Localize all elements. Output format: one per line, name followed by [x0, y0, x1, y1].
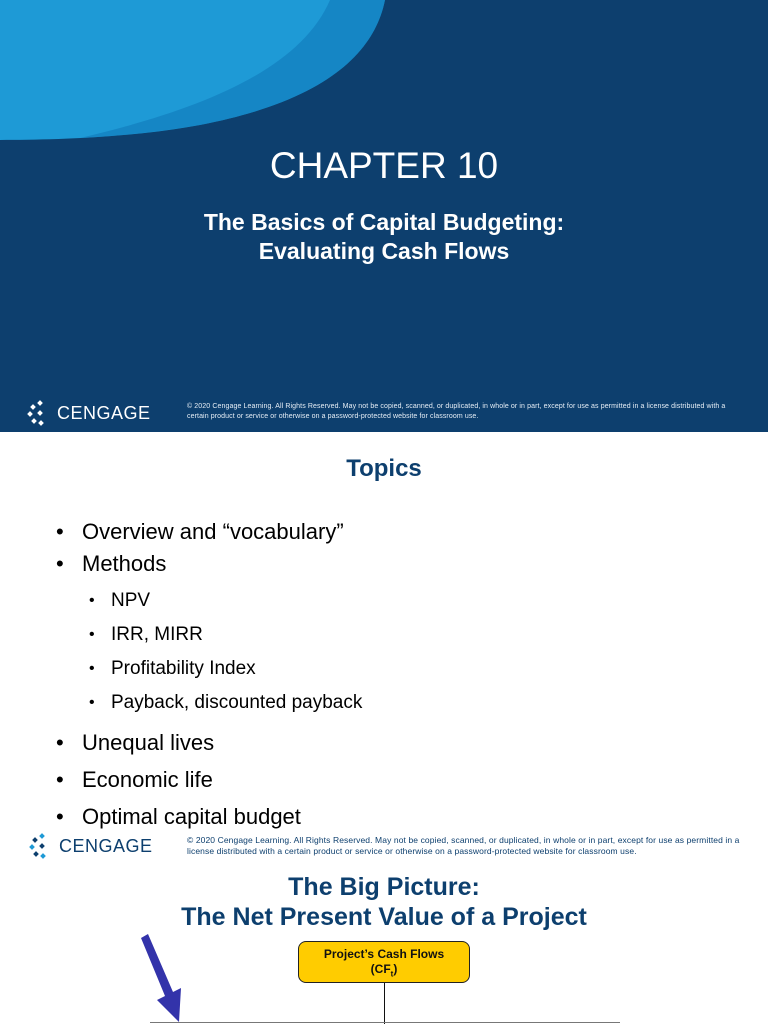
list-item: • Overview and “vocabulary” [56, 516, 362, 548]
topics-list [56, 516, 362, 835]
title-slide [0, 0, 768, 432]
title-line-2: The Net Present Value of a Project [181, 903, 587, 931]
big-picture-slide [0, 864, 768, 1024]
subtitle-line-2: Evaluating Cash Flows [258, 238, 510, 264]
topics-slide [0, 432, 768, 864]
list-item: • Payback, discounted payback [56, 686, 362, 720]
list-item: • NPV [56, 584, 362, 618]
box-line-1: Project’s Cash Flows [323, 947, 445, 961]
list-item: • Unequal lives [56, 724, 362, 761]
topics-title: Topics [346, 455, 422, 482]
title-line-1: The Big Picture: [288, 873, 480, 901]
list-item: • Economic life [56, 761, 362, 798]
copyright-notice: © 2020 Cengage Learning. All Rights Reserved. May not be copied, scanned, or duplicated, in whole or in part, except for use as permitted in a license distributed with a certain product or service or otherwise on a password-protected website for classroom use. [187, 403, 726, 420]
cengage-logo-icon [29, 833, 55, 859]
list-item: • IRR, MIRR [56, 618, 362, 652]
cengage-logo [27, 400, 151, 426]
box-line-2: $(CF_t)$ [370, 962, 398, 979]
horizontal-line [150, 1022, 620, 1023]
cengage-logo-icon [27, 400, 53, 426]
logo-text: CENGAGE [59, 836, 153, 856]
cengage-logo [29, 833, 153, 859]
list-item: • Optimal capital budget [56, 798, 362, 835]
arrow-icon [135, 934, 195, 1024]
copyright-notice: © 2020 Cengage Learning. All Rights Reserved. May not be copied, scanned, or duplicated, in whole or in part, except for use as permitted in a license distributed with a certain product or service or otherwise on a password-protected website for classroom use. [187, 835, 740, 856]
cash-flows-box [298, 941, 470, 983]
chapter-title: CHAPTER 10 [269, 145, 499, 186]
subtitle-line-1: The Basics of Capital Budgeting: [203, 209, 565, 235]
big-picture-title [0, 872, 768, 932]
logo-text: CENGAGE [57, 403, 151, 423]
connector-line [384, 983, 385, 1024]
list-item: • Methods [56, 548, 362, 580]
chapter-subtitle [0, 208, 768, 266]
list-item: • Profitability Index [56, 652, 362, 686]
